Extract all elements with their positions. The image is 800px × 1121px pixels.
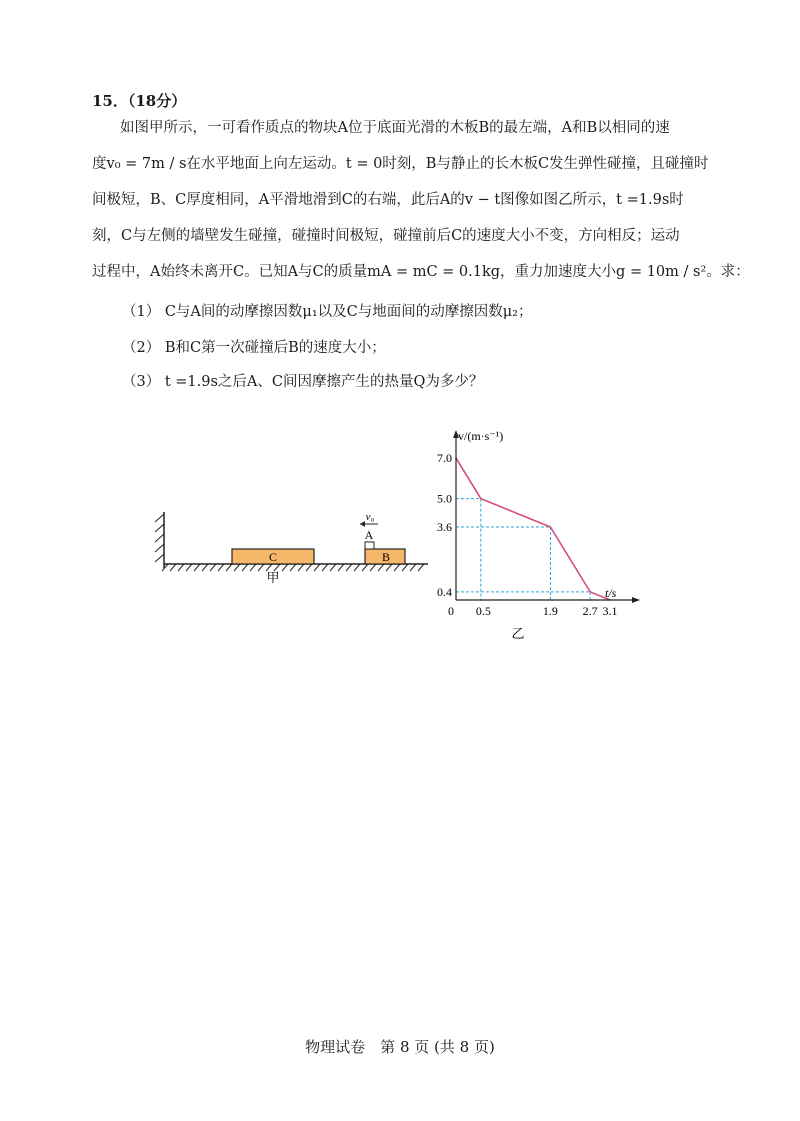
question-line-4: 刻，C与左侧的墙壁发生碰撞，碰撞时间极短，碰撞前后C的速度大小不变，方向相反；运动: [92, 228, 680, 244]
question-line-1: 如图甲所示，一可看作质点的物块A位于底面光滑的木板B的最左端，A和B以相同的速: [120, 120, 670, 136]
wall-hatch: [155, 514, 164, 562]
x-tick-label: 1.9: [542, 604, 558, 618]
vt-chart: [420, 420, 650, 650]
block-a-label: A: [364, 528, 374, 542]
figure-a-caption: 甲: [266, 570, 280, 585]
velocity-label: v₀: [365, 511, 375, 523]
question-line-3: 间极短，B、C厚度相同，A平滑地滑到C的右端，此后A的v − t图像如图乙所示，t =1.9s时: [92, 192, 684, 208]
sub-question-2: （2） B和C第一次碰撞后B的速度大小；: [122, 340, 386, 356]
question-line-5: 过程中，A始终未离开C。已知A与C的质量mA = mC = 0.1kg，重力加速度大小g = 10m / s²。求：: [92, 264, 750, 280]
page-footer: 物理试卷 第 8 页 (共 8 页): [305, 1038, 495, 1056]
y-axis-label: v/(m·s⁻¹): [458, 429, 504, 443]
sub-question-1: （1） C与A间的动摩擦因数μ₁以及C与地面间的动摩擦因数μ₂；: [122, 304, 533, 320]
x-axis-label: t/s: [605, 586, 617, 600]
y-tick-label: 3.6: [437, 520, 452, 535]
question-number: 15．（18分）: [92, 92, 187, 110]
y-tick-label: 0.4: [437, 584, 452, 599]
block-a: [365, 542, 374, 549]
sub-question-3: （3） t =1.9s之后A、C间因摩擦产生的热量Q为多少？: [122, 374, 484, 390]
x-tick-label: 2.7: [582, 604, 598, 618]
question-line-2: 度v₀ = 7m / s在水平地面上向左运动。t = 0时刻，B与静止的长木板C发生弹性碰撞，且碰撞时: [92, 156, 709, 172]
figure-a: [150, 500, 440, 600]
y-tick-label: 7.0: [437, 451, 452, 466]
velocity-line: [456, 458, 610, 600]
velocity-arrow-head: [360, 521, 365, 527]
board-c-label: C: [268, 550, 278, 564]
chart-caption: 乙: [511, 626, 525, 641]
board-b-label: B: [381, 550, 391, 564]
y-tick-label: 5.0: [437, 491, 452, 506]
x-tick-label: 0: [448, 604, 454, 618]
x-tick-label: 3.1: [602, 604, 618, 618]
x-axis-arrow: [632, 597, 640, 603]
x-tick-label: 0.5: [475, 604, 491, 618]
ground-hatch: [162, 564, 424, 571]
